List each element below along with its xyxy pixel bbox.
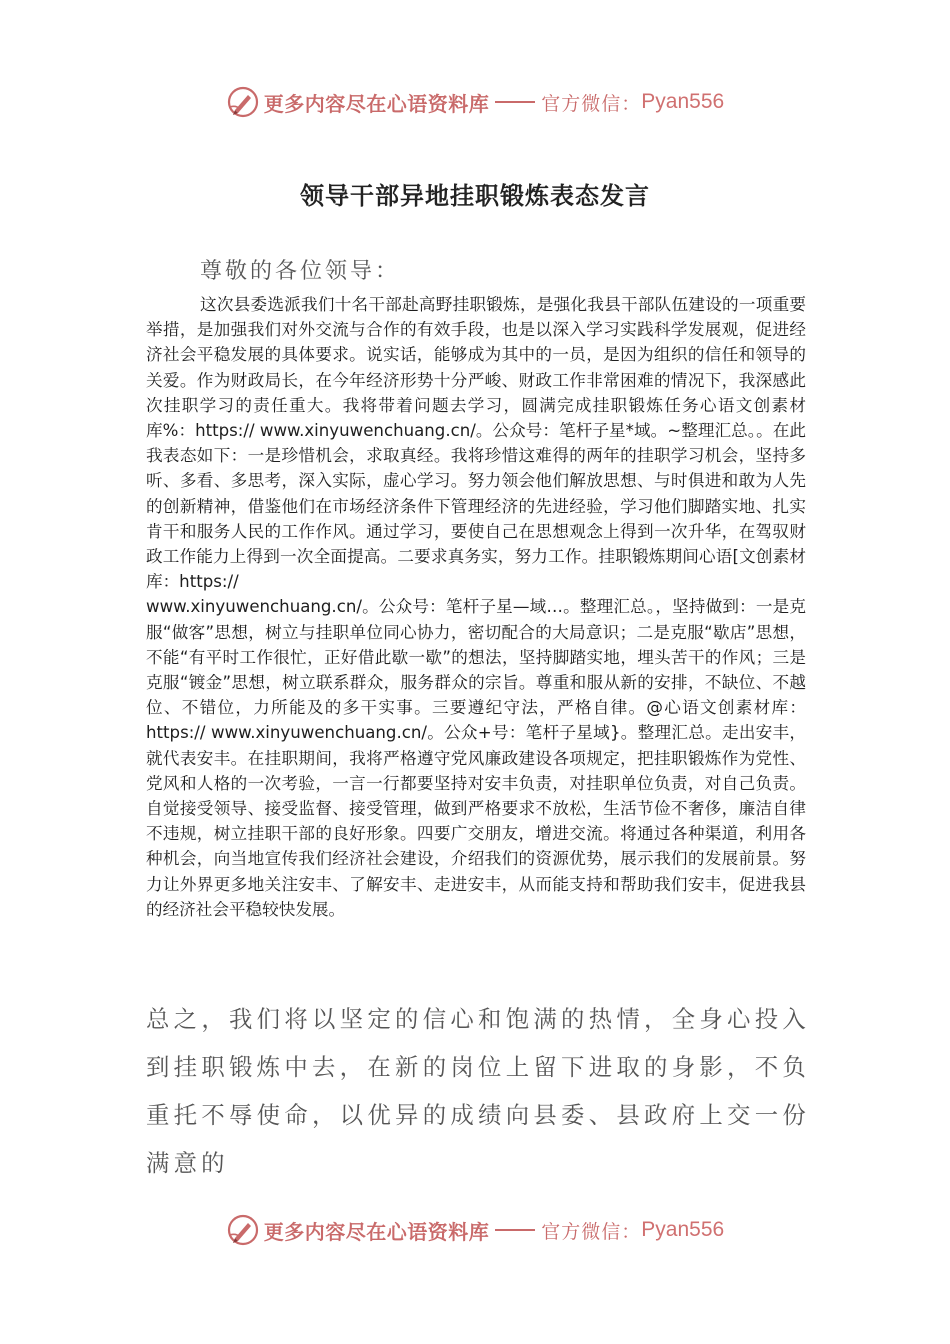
banner-text: 更多内容尽在心语资料库 [263, 1219, 490, 1244]
document-title: 领导干部异地挂职锻炼表态发言 [300, 182, 650, 210]
header-banner [0, 82, 950, 122]
body-text [146, 292, 806, 922]
pen-logo-icon [226, 1213, 260, 1247]
closing-paragraph: 总之，我们将以坚定的信心和饱满的热情，全身心投入到挂职锻炼中去，在新的岗位上留下进取的身影，不负重托不辱使命，以优异的成绩向县委、县政府上交一份满意的 [146, 1005, 810, 1177]
banner-wechat-label: 官方微信： [541, 92, 642, 115]
body-paragraph-2: www.xinyuwenchuang.cn/。公众号：笔杆子星—域…。整理汇总。，坚持做到：一是克服“做客”思想，树立与挂职单位同心协力，密切配合的大局意识；二是克服“歇店”思想，不能“有平时工作很忙，正好借此歇一歇”的想法，坚持脚踏实地，埋头苦干的作风；三是克服“镀金”思想，树立联系群众，服务群众的宗旨。尊重和服从新的安排，不缺位、不越位、不错位，力所能及的多干实事。三要遵纪守法，严格自律。@心语文创素材库：https:// www.xinyuwenchuang.cn/。公众+号：笔杆子星域}。整理汇总。走出安丰，就代表安丰。在挂职期间，我将严格遵守党风廉政建设各项规定，把挂职锻炼作为党性、党风和人格的一次考验，一言一行都要坚持对安丰负责，对挂职单位负责，对自己负责。自觉接受领导、接受监督、接受管理，做到严格要求不放松，生活节俭不奢侈，廉洁自律不违规，树立挂职干部的良好形象。四要广交朋友，增进交流。将通过各种渠道，利用各种机会，向当地宣传我们经济社会建设，介绍我们的资源优势，展示我们的发展前景。努力让外界更多地关注安丰、了解安丰、走进安丰，从而能支持和帮助我们安丰，促进我县的经济社会平稳较快发展。 [146, 597, 806, 919]
banner-separator [495, 101, 535, 103]
banner-separator [495, 1229, 535, 1231]
banner-wechat-id: Pyan556 [641, 90, 725, 113]
footer-banner [0, 1210, 950, 1250]
banner-text: 更多内容尽在心语资料库 [263, 91, 490, 116]
body-paragraph-1: 这次县委选派我们十名干部赴高野挂职锻炼，是强化我县干部队伍建设的一项重要举措，是加强我们对外交流与合作的有效手段，也是以深入学习实践科学发展观，促进经济社会平稳发展的具体要求。说实话，能够成为其中的一员，是因为组织的信任和领导的关爱。作为财政局长，在今年经济形势十分严峻、财政工作非常困难的情况下，我深感此次挂职学习的责任重大。我将带着问题去学习，圆满完成挂职锻炼任务心语文创素材库%：https:// www.xinyuwenchuang.cn/。公众号：笔杆子星*域。~整理汇总。。在此我表态如下：一是珍惜机会，求取真经。我将珍惜这难得的两年的挂职学习机会，坚持多听、多看、多思考，深入实际，虚心学习。努力领会他们解放思想、与时俱进和敢为人先的创新精神，借鉴他们在市场经济条件下管理经济的先进经验，学习他们脚踏实地、扎实肯干和服务人民的工作作风。通过学习，要使自己在思想观念上得到一次升华，在驾驭财政工作能力上得到一次全面提高。二要求真务实，努力工作。挂职锻炼期间心语[文创素材库：https:// [146, 295, 806, 592]
pen-logo-icon [226, 85, 260, 119]
salutation: 尊敬的各位领导： [200, 259, 401, 284]
banner-wechat-label: 官方微信： [541, 1220, 642, 1243]
banner-wechat-id: Pyan556 [641, 1218, 725, 1241]
